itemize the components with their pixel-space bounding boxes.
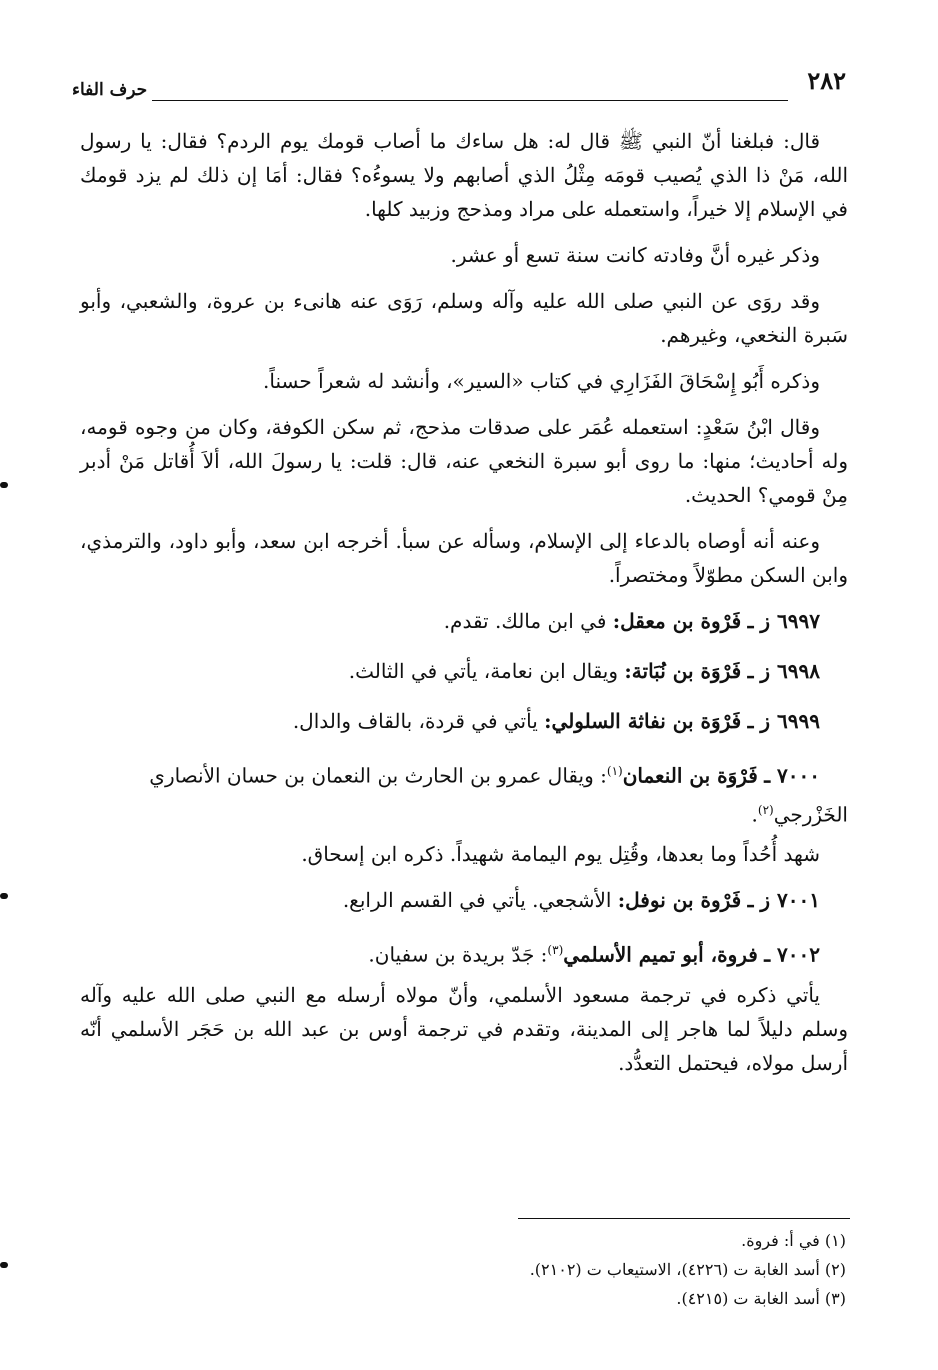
entry-7000 (80, 754, 848, 831)
page-number: ٢٨٢ (807, 66, 846, 95)
entry-text: الأشجعي. يأتي في القسم الرابع. (342, 888, 618, 913)
entry-number: ٧٠٠١ ز ـ (747, 888, 820, 913)
entry-6999 (80, 704, 848, 738)
entry-name: فروة، أبو تميم الأسلمي (563, 942, 758, 967)
entry-6997 (80, 604, 848, 638)
page-body (80, 124, 848, 1092)
paragraph: شهد أُحُداً وما بعدها، وقُتِل يوم اليمامة شهيداً. ذكره ابن إسحاق. (301, 842, 820, 867)
entry-name: فَرْوَة بن نفاثة السلولي: (544, 709, 742, 733)
entry-number: ٧٠٠٠ ـ (764, 763, 820, 788)
paragraph: وقال ابْنُ سَعْدٍ: استعمله عُمَر على صدقات مذحج، ثم سكن الكوفة، وكان من وجوه قومه، وله أحاديث؛ منها: ما روى أبو سبرة النخعي عنه، قال: قلت: يا رسولَ الله، ألاَ أُقاتل مَنْ أدبر مِنْ قومي؟ الحديث. (80, 415, 848, 507)
entry-text: : جَدّ بريدة بن سفيان. (368, 942, 548, 967)
paragraph: وذكره أَبُو إِسْحَاقَ الفَزَارِي في كتاب «السير»، وأنشد له شعراً حسناً. (263, 369, 820, 393)
entry-7001 (80, 883, 848, 917)
entry-tail: . (751, 802, 758, 827)
footnote: (٣) أسد الغابة ت (٤٢١٥). (676, 1289, 846, 1308)
entry-name: فَرْوة بن معقل: (612, 609, 742, 633)
scan-mark (0, 1262, 8, 1268)
running-head: حرف الفاء (72, 80, 148, 100)
entry-number: ٦٩٩٨ ز ـ (747, 659, 820, 683)
entry-text: : ويقال عمرو بن الحارث بن النعمان بن حسان الأنصاري الخَزْرجي (149, 763, 848, 827)
footnote: (٢) أسد الغابة ت (٤٢٢٦)، الاستيعاب ت (٢١٠٢). (529, 1260, 846, 1279)
header-rule (152, 100, 788, 101)
entry-6998 (80, 654, 848, 688)
footnote-rule (518, 1218, 850, 1219)
footnote-ref: (١) (606, 764, 623, 778)
entry-name: فَرْوَة بن النعمان (622, 763, 758, 788)
paragraph: يأتي ذكره في ترجمة مسعود الأسلمي، وأنّ مولاه أرسله مع النبي صلى الله عليه وآله وسلم دليلاً لما هاجر إلى المدينة، وتقدم في ترجمة أوس بن عبد الله بن حَجَر الأسلمي أنّه أرسل مولاه، فيحتمل التعدُّد. (80, 982, 848, 1075)
entry-name: فَرْوَة بن نُبَاتة: (624, 659, 742, 683)
entry-number: ٧٠٠٢ ـ (764, 942, 820, 967)
entry-number: ٦٩٩٩ ز ـ (747, 709, 820, 733)
entry-text: في ابن مالك. تقدم. (443, 609, 613, 633)
footnote-ref: (٢) (757, 802, 774, 817)
entry-text: ويقال ابن نعامة، يأتي في الثالث. (348, 659, 625, 683)
footnote-ref: (٣) (547, 943, 564, 958)
entry-name: فَرْوة بن نوفل: (617, 888, 742, 913)
entry-number: ٦٩٩٧ ز ـ (747, 609, 820, 633)
scan-mark (0, 893, 8, 899)
page-header (72, 66, 846, 106)
paragraph: وقد روَى عن النبي صلى الله عليه وآله وسلم، رَوَى عنه هانىء بن عروة، والشعبي، وأبو سَبرة النخعي، وغيرهم. (80, 289, 848, 347)
paragraph: قال: فبلغنا أنّ النبي ﷺ قال له: هل ساءك ما أصاب قومك يوم الردم؟ فقال: يا رسول الله، مَنْ ذا الذي يُصيب قومَه مِثْلُ الذي أصابهم ولا يسوءُه؟ فقال: أمَا إن ذلك لم يزد قومك في الإسلام إلا خيراً، واستعمله على مراد ومذحج وزبيد كلها. (80, 129, 848, 221)
scan-mark (0, 482, 8, 488)
footnotes (300, 1226, 846, 1313)
footnote: (١) في أ: فروة. (741, 1231, 846, 1250)
entry-text: يأتي في قردة، بالقاف والدال. (292, 709, 545, 733)
paragraph: وذكر غيره أنَّ وفادته كانت سنة تسع أو عشر. (450, 243, 820, 267)
entry-7002 (80, 933, 848, 972)
paragraph: وعنه أنه أوصاه بالدعاء إلى الإسلام، وسأله عن سبأ. أخرجه ابن سعد، وأبو داود، والترمذي، وابن السكن مطوّلاً ومختصراً. (80, 529, 848, 587)
